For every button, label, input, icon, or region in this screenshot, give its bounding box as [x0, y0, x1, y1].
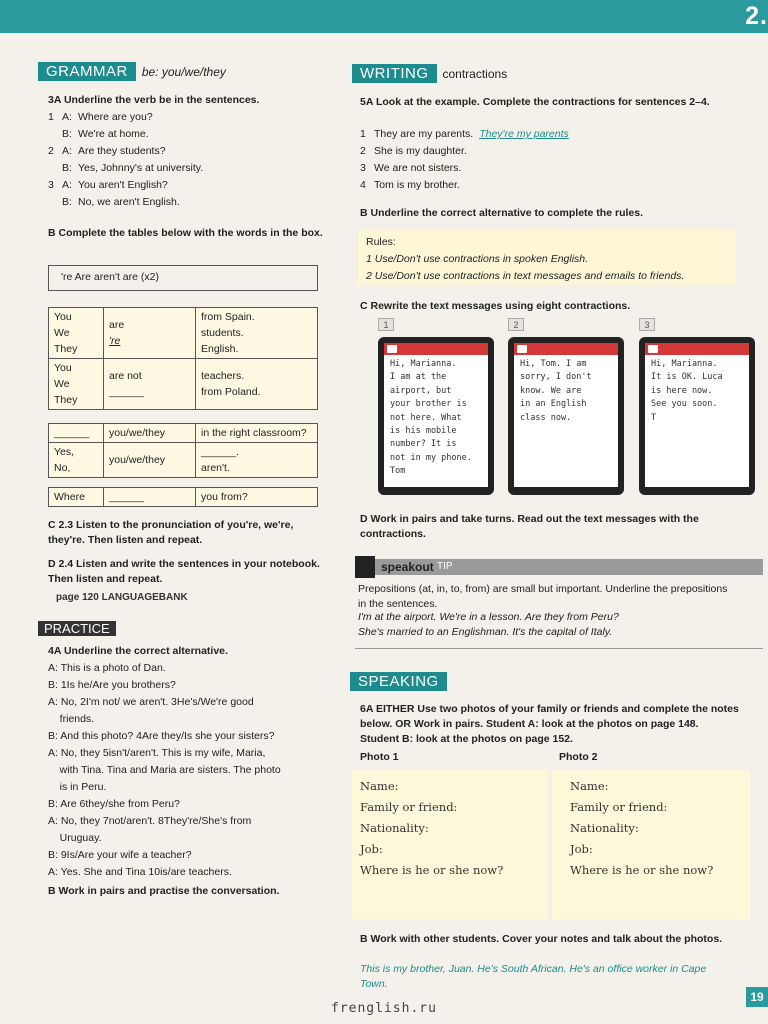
grammar-table-3: Where ______ you from? [48, 487, 318, 507]
question-4b: B Work in pairs and practise the conversation. [48, 885, 280, 897]
question-6b: B Work with other students. Cover your notes and talk about the photos. [360, 933, 723, 945]
line-text: They are my parents. [374, 128, 474, 140]
practice-line: is in Peru. [48, 781, 107, 793]
practice-line: A: No, they 5isn't/aren't. This is my wife, Maria, [48, 747, 266, 759]
question-5c: C Rewrite the text messages using eight contractions. [360, 300, 631, 312]
grammar-line [48, 109, 318, 126]
speaker: B: [62, 196, 72, 208]
mail-icon [517, 345, 527, 353]
writing-line [360, 177, 740, 194]
grammar-line [48, 177, 318, 194]
practice-lines [48, 660, 323, 881]
line-number: 2 [360, 145, 366, 157]
notes-card-1: Name: Family or friend: Nationality: Job: Where is he or she now? [352, 770, 548, 920]
line-text: She is my daughter. [374, 145, 467, 157]
grammar-lines [48, 109, 318, 211]
mail-icon [648, 345, 658, 353]
t1-complement-1: from Spain. students. English. [196, 308, 318, 359]
practice-label: PRACTICE [38, 621, 116, 636]
question-3c: C 2.3 Listen to the pronunciation of you're, we're, they're. Then listen and repeat. [48, 519, 294, 546]
speakout-tip-banner [355, 556, 763, 578]
page-number: 19 [746, 987, 768, 1007]
phone-3 [639, 337, 755, 495]
grammar-subtitle: be: you/we/they [141, 65, 226, 79]
grammar-line [48, 160, 318, 177]
question-3a: 3A Underline the verb be in the sentences. [48, 94, 260, 106]
question-3d: D 2.4 Listen and write the sentences in your notebook. Then listen and repeat. [48, 558, 320, 585]
grammar-header [38, 62, 226, 81]
practice-line: B: Are 6they/she from Peru? [48, 798, 180, 810]
practice-line: A: This is a photo of Dan. [48, 662, 166, 674]
tip-example-2: She's married to an Englishman. It's the capital of Italy. [358, 626, 613, 638]
tip-example-1: I'm at the airport. We're in a lesson. Are they from Peru? [358, 611, 619, 623]
message-text-2: Hi, Tom. I am sorry, I don't know. We are in an English class now. [514, 355, 618, 487]
grammar-line [48, 194, 318, 211]
line-text: No, we aren't English. [78, 196, 180, 208]
t1-verb-2: are not ______ [104, 359, 196, 410]
speaking-example: This is my brother, Juan. He's South African. He's an office worker in Cape Town. [360, 963, 707, 990]
rules-box: Rules: 1 Use/Don't use contractions in spoken English. 2 Use/Don't use contractions in text messages and emails to friends. [358, 230, 736, 285]
message-text-1: Hi, Marianna. I am at the airport, but your brother is not here. What is his mobile number? It is not in my phone. Tom [384, 355, 488, 487]
line-text: We are not sisters. [374, 162, 462, 174]
t1-verb-1: are 're [104, 308, 196, 359]
grammar-table-1 [48, 307, 318, 410]
practice-line: A: No, 2I'm not/ we aren't. 3He's/We're good [48, 696, 254, 708]
speaking-label: SPEAKING [350, 672, 447, 691]
practice-line: A: Yes. She and Tina 10is/are teachers. [48, 866, 232, 878]
language-bank-link[interactable]: page 120 LANGUAGEBANK [56, 592, 188, 603]
line-text: Tom is my brother. [374, 179, 460, 191]
practice-line: A: No, they 7not/aren't. 8They're/She's from [48, 815, 252, 827]
speaking-header [350, 672, 447, 691]
line-text: You aren't English? [78, 179, 168, 191]
t1-complement-2: teachers. from Poland. [196, 359, 318, 410]
phone-1-number: 1 [378, 318, 394, 331]
notes-card-2: Name: Family or friend: Nationality: Job: Where is he or she now? [552, 770, 750, 920]
writing-label: WRITING [352, 64, 437, 83]
mail-icon [387, 345, 397, 353]
question-6a: 6A EITHER Use two photos of your family or friends and complete the notes below. OR Work in pairs. Student A: look at the photos on page 148. Student B: look at the photos on page 152. [360, 703, 739, 745]
line-number: 3 [48, 179, 54, 191]
question-5d: D Work in pairs and take turns. Read out the text messages with the contractions. [360, 513, 699, 540]
line-text: Yes, Johnny's at university. [78, 162, 204, 174]
phone-2-number: 2 [508, 318, 524, 331]
word-box: 're Are aren't are (x2) [48, 265, 318, 291]
question-5a: 5A Look at the example. Complete the contractions for sentences 2–4. [360, 96, 710, 108]
tip-tag: TIP [437, 561, 453, 572]
practice-line: B: And this photo? 4Are they/Is she your sisters? [48, 730, 275, 742]
practice-line: B: 1Is he/Are you brothers? [48, 679, 176, 691]
speaker: A: [62, 179, 72, 191]
phone-2 [508, 337, 624, 495]
writing-line [360, 143, 740, 160]
grammar-label: GRAMMAR [38, 62, 136, 81]
writing-subtitle: contractions [442, 67, 508, 81]
grammar-line [48, 143, 318, 160]
tip-body: Prepositions (at, in, to, from) are small but important. Underline the prepositions in the sentences. [358, 583, 728, 610]
line-text: We're at home. [78, 128, 149, 140]
speech-bubble-icon [355, 556, 375, 578]
speaker: B: [62, 128, 72, 140]
unit-number: 2. [745, 2, 768, 30]
answer-example: They're my parents [479, 128, 569, 140]
speaker: B: [62, 162, 72, 174]
practice-line: friends. [48, 713, 95, 725]
line-number: 1 [48, 111, 54, 123]
speakout-brand: speakout [381, 560, 434, 574]
question-3b: B Complete the tables below with the words in the box. [48, 227, 323, 239]
photo-1-label: Photo 1 [360, 751, 399, 763]
practice-line: Uruguay. [48, 832, 102, 844]
line-number: 4 [360, 179, 366, 191]
t1-subjects-2: You We They [49, 359, 104, 410]
line-text: Where are you? [78, 111, 153, 123]
writing-line [360, 126, 740, 143]
phone-1 [378, 337, 494, 495]
line-number: 2 [48, 145, 54, 157]
footer-watermark: frenglish.ru [331, 1001, 437, 1016]
t1-subjects-1: You We They [49, 308, 104, 359]
line-number: 3 [360, 162, 366, 174]
phone-3-number: 3 [639, 318, 655, 331]
practice-line: B: 9Is/Are your wife a teacher? [48, 849, 192, 861]
writing-line [360, 160, 740, 177]
question-4a: 4A Underline the correct alternative. [48, 645, 228, 657]
writing-lines [360, 126, 740, 194]
speaker: A: [62, 111, 72, 123]
top-banner [0, 0, 768, 33]
grammar-line [48, 126, 318, 143]
question-5b: B Underline the correct alternative to complete the rules. [360, 207, 643, 219]
writing-header [352, 64, 507, 83]
photo-2-label: Photo 2 [559, 751, 598, 763]
speaker: A: [62, 145, 72, 157]
grammar-table-2: ______ you/we/they in the right classroom? Yes, No, you/we/they ______. aren't. [48, 423, 318, 478]
message-text-3: Hi, Marianna. It is OK. Luca is here now. See you soon. T [645, 355, 749, 487]
practice-line: with Tina. Tina and Maria are sisters. The photo [48, 764, 281, 776]
line-number: 1 [360, 128, 366, 140]
line-text: Are they students? [78, 145, 166, 157]
